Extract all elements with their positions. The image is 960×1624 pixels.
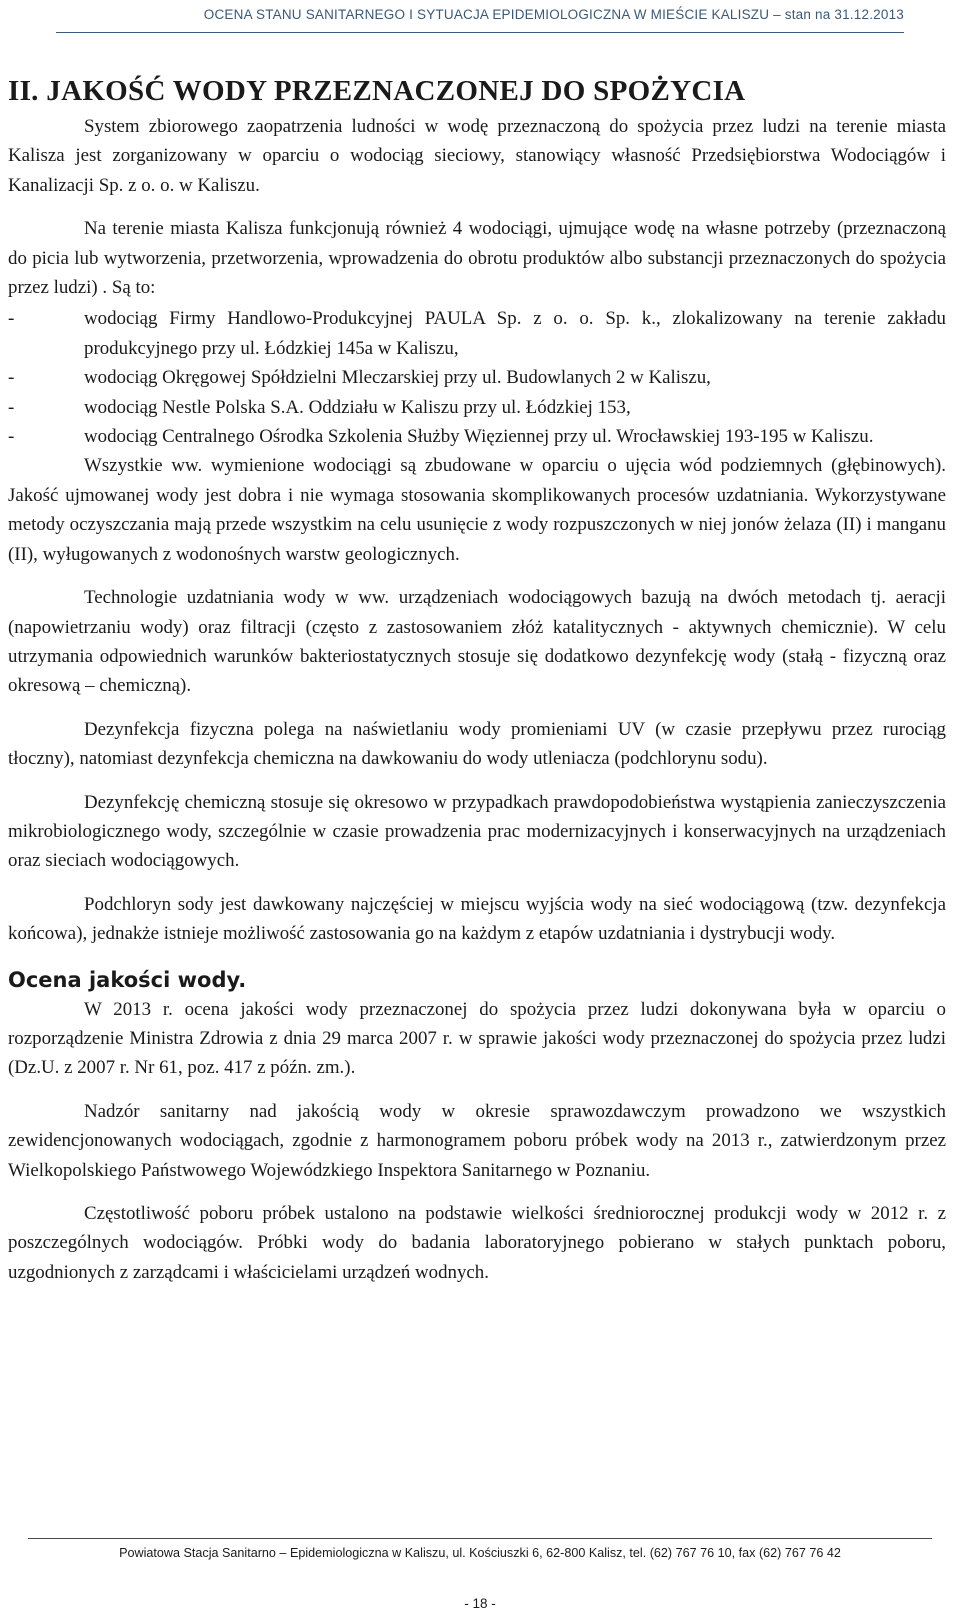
- list-item: [8, 422, 946, 451]
- section-title: II. JAKOŚĆ WODY PRZEZNACZONEJ DO SPOŻYCIA: [8, 75, 746, 107]
- paragraph-assessment-basis: W 2013 r. ocena jakości wody przeznaczonej do spożycia przez ludzi dokonywana była w oparciu o rozporządzenie Ministra Zdrowia z dnia 29 marca 2007 r. w sprawie jakości wody przeznaczonej do spożycia przez ludzi (Dz.U. z 2007 r. Nr 61, poz. 417 z późn. zm.).: [8, 998, 946, 1079]
- list-dash: -: [8, 426, 15, 448]
- paragraph-hypochlorite: Podchloryn sody jest dawkowany najczęściej w miejscu wyjścia wody na sieć wodociągową (tzw. dezynfekcja końcowa), jednakże istnieje możliwość zastosowania go na każdym z etapów uzdatniania i dystrybucji wody.: [8, 893, 946, 945]
- paragraph-physical-disinfection: Dezynfekcja fizyczna polega na naświetlaniu wody promieniami UV (w czasie przepływu przez rurociąg tłoczny), natomiast dezynfekcja chemiczna na dawkowaniu do wody utleniacza (podchlorynu sodu).: [8, 718, 946, 770]
- paragraph-groundwater: Wszystkie ww. wymienione wodociągi są zbudowane w oparciu o ujęcia wód podziemnych (głębinowych). Jakość ujmowanej wody jest dobra i nie wymaga stosowania skomplikowanych procesów uzdatniania. Wykorzystywane metody oczyszczania mają przede wszystkim na celu usunięcie z wody rozpuszczonych w niej jonów żelaza (II) i manganu (II), wyługowanych z wodonośnych warstw geologicznych.: [8, 455, 946, 565]
- list-item-text: wodociąg Firmy Handlowo-Produkcyjnej PAULA Sp. z o. o. Sp. k., zlokalizowany na terenie zakładu produkcyjnego przy ul. Łódzkiej 145a w Kaliszu,: [84, 308, 946, 359]
- running-header: OCENA STANU SANITARNEGO I SYTUACJA EPIDEMIOLOGICZNA W MIEŚCIE KALISZU – stan na 31.12.2013: [56, 0, 904, 33]
- list-dash: -: [8, 367, 15, 389]
- paragraph-supply-system: System zbiorowego zaopatrzenia ludności w wodę przeznaczoną do spożycia przez ludzi na terenie miasta Kalisza jest zorganizowany w oparciu o wodociąg sieciowy, stanowiący własność Przedsiębiorstwa Wodociągów i Kanalizacji Sp. z o. o. w Kaliszu.: [8, 116, 946, 196]
- list-dash: -: [8, 396, 15, 418]
- paragraph-sampling-frequency: Częstotliwość poboru próbek ustalono na podstawie wielkości średniorocznej produkcji wody w 2012 r. z poszczególnych wodociągów. Próbki wody do badania laboratoryjnego pobierano w stałych punktach poboru, uzgodnionych z zarządcami i właścicielami urządzeń wodnych.: [8, 1203, 946, 1283]
- paragraph-sanitary-supervision: Nadzór sanitarny nad jakością wody w okresie sprawozdawczym prowadzono we wszystkich zewidencjonowanych wodociągach, zgodnie z harmonogramem poboru próbek wody na 2013 r., zatwierdzonym przez Wielkopolskiego Państwowego Wojewódzkiego Inspektora Sanitarnego w Poznaniu.: [8, 1100, 946, 1181]
- paragraph-own-waterworks: Na terenie miasta Kalisza funkcjonują również 4 wodociągi, ujmujące wodę na własne potrzeby (przeznaczoną do picia lub wytworzenia, przetworzenia, wprowadzenia do obrotu produktów albo substancji przeznaczonych do spożycia przez ludzi) . Są to:: [8, 218, 946, 299]
- list-item-text: wodociąg Centralnego Ośrodka Szkolenia Służby Więziennej przy ul. Wrocławskiej 193-195 w Kaliszu.: [84, 426, 874, 448]
- list-item: [8, 363, 946, 392]
- subheading-quality-assessment: Ocena jakości wody.: [8, 967, 247, 992]
- list-item-text: wodociąg Nestle Polska S.A. Oddziału w Kaliszu przy ul. Łódzkiej 153,: [84, 396, 631, 418]
- list-item: [8, 304, 946, 363]
- paragraph-chemical-disinfection: Dezynfekcję chemiczną stosuje się okresowo w przypadkach prawdopodobieństwa wystąpienia zanieczyszczenia mikrobiologicznego wody, szczególnie w czasie prowadzenia prac modernizacyjnych i konserwacyjnych na urządzeniach oraz sieciach wodociągowych.: [8, 791, 946, 872]
- waterworks-list: [8, 304, 946, 451]
- list-item-text: wodociąg Okręgowej Spółdzielni Mleczarskiej przy ul. Budowlanych 2 w Kaliszu,: [84, 367, 711, 389]
- list-dash: -: [8, 308, 15, 330]
- page-number: - 18 -: [464, 1596, 496, 1611]
- list-item: [8, 393, 946, 422]
- document-body: [8, 72, 946, 1287]
- footer-divider: [28, 1538, 932, 1539]
- paragraph-treatment-technologies: Technologie uzdatniania wody w ww. urządzeniach wodociągowych bazują na dwóch metodach tj. aeracji (napowietrzaniu wody) oraz filtracji (często z zastosowaniem złóż katalitycznych - aktywnych chemicznie). W celu utrzymania odpowiednich warunków bakteriostatycznych stosuje się dodatkowo dezynfekcję wody (stałą - fizyczną oraz okresową – chemiczną).: [8, 587, 946, 697]
- footer: Powiatowa Stacja Sanitarno – Epidemiologiczna w Kaliszu, ul. Kościuszki 6, 62-800 Kalisz, tel. (62) 767 76 10, fax (62) 767 76 42: [119, 1546, 841, 1560]
